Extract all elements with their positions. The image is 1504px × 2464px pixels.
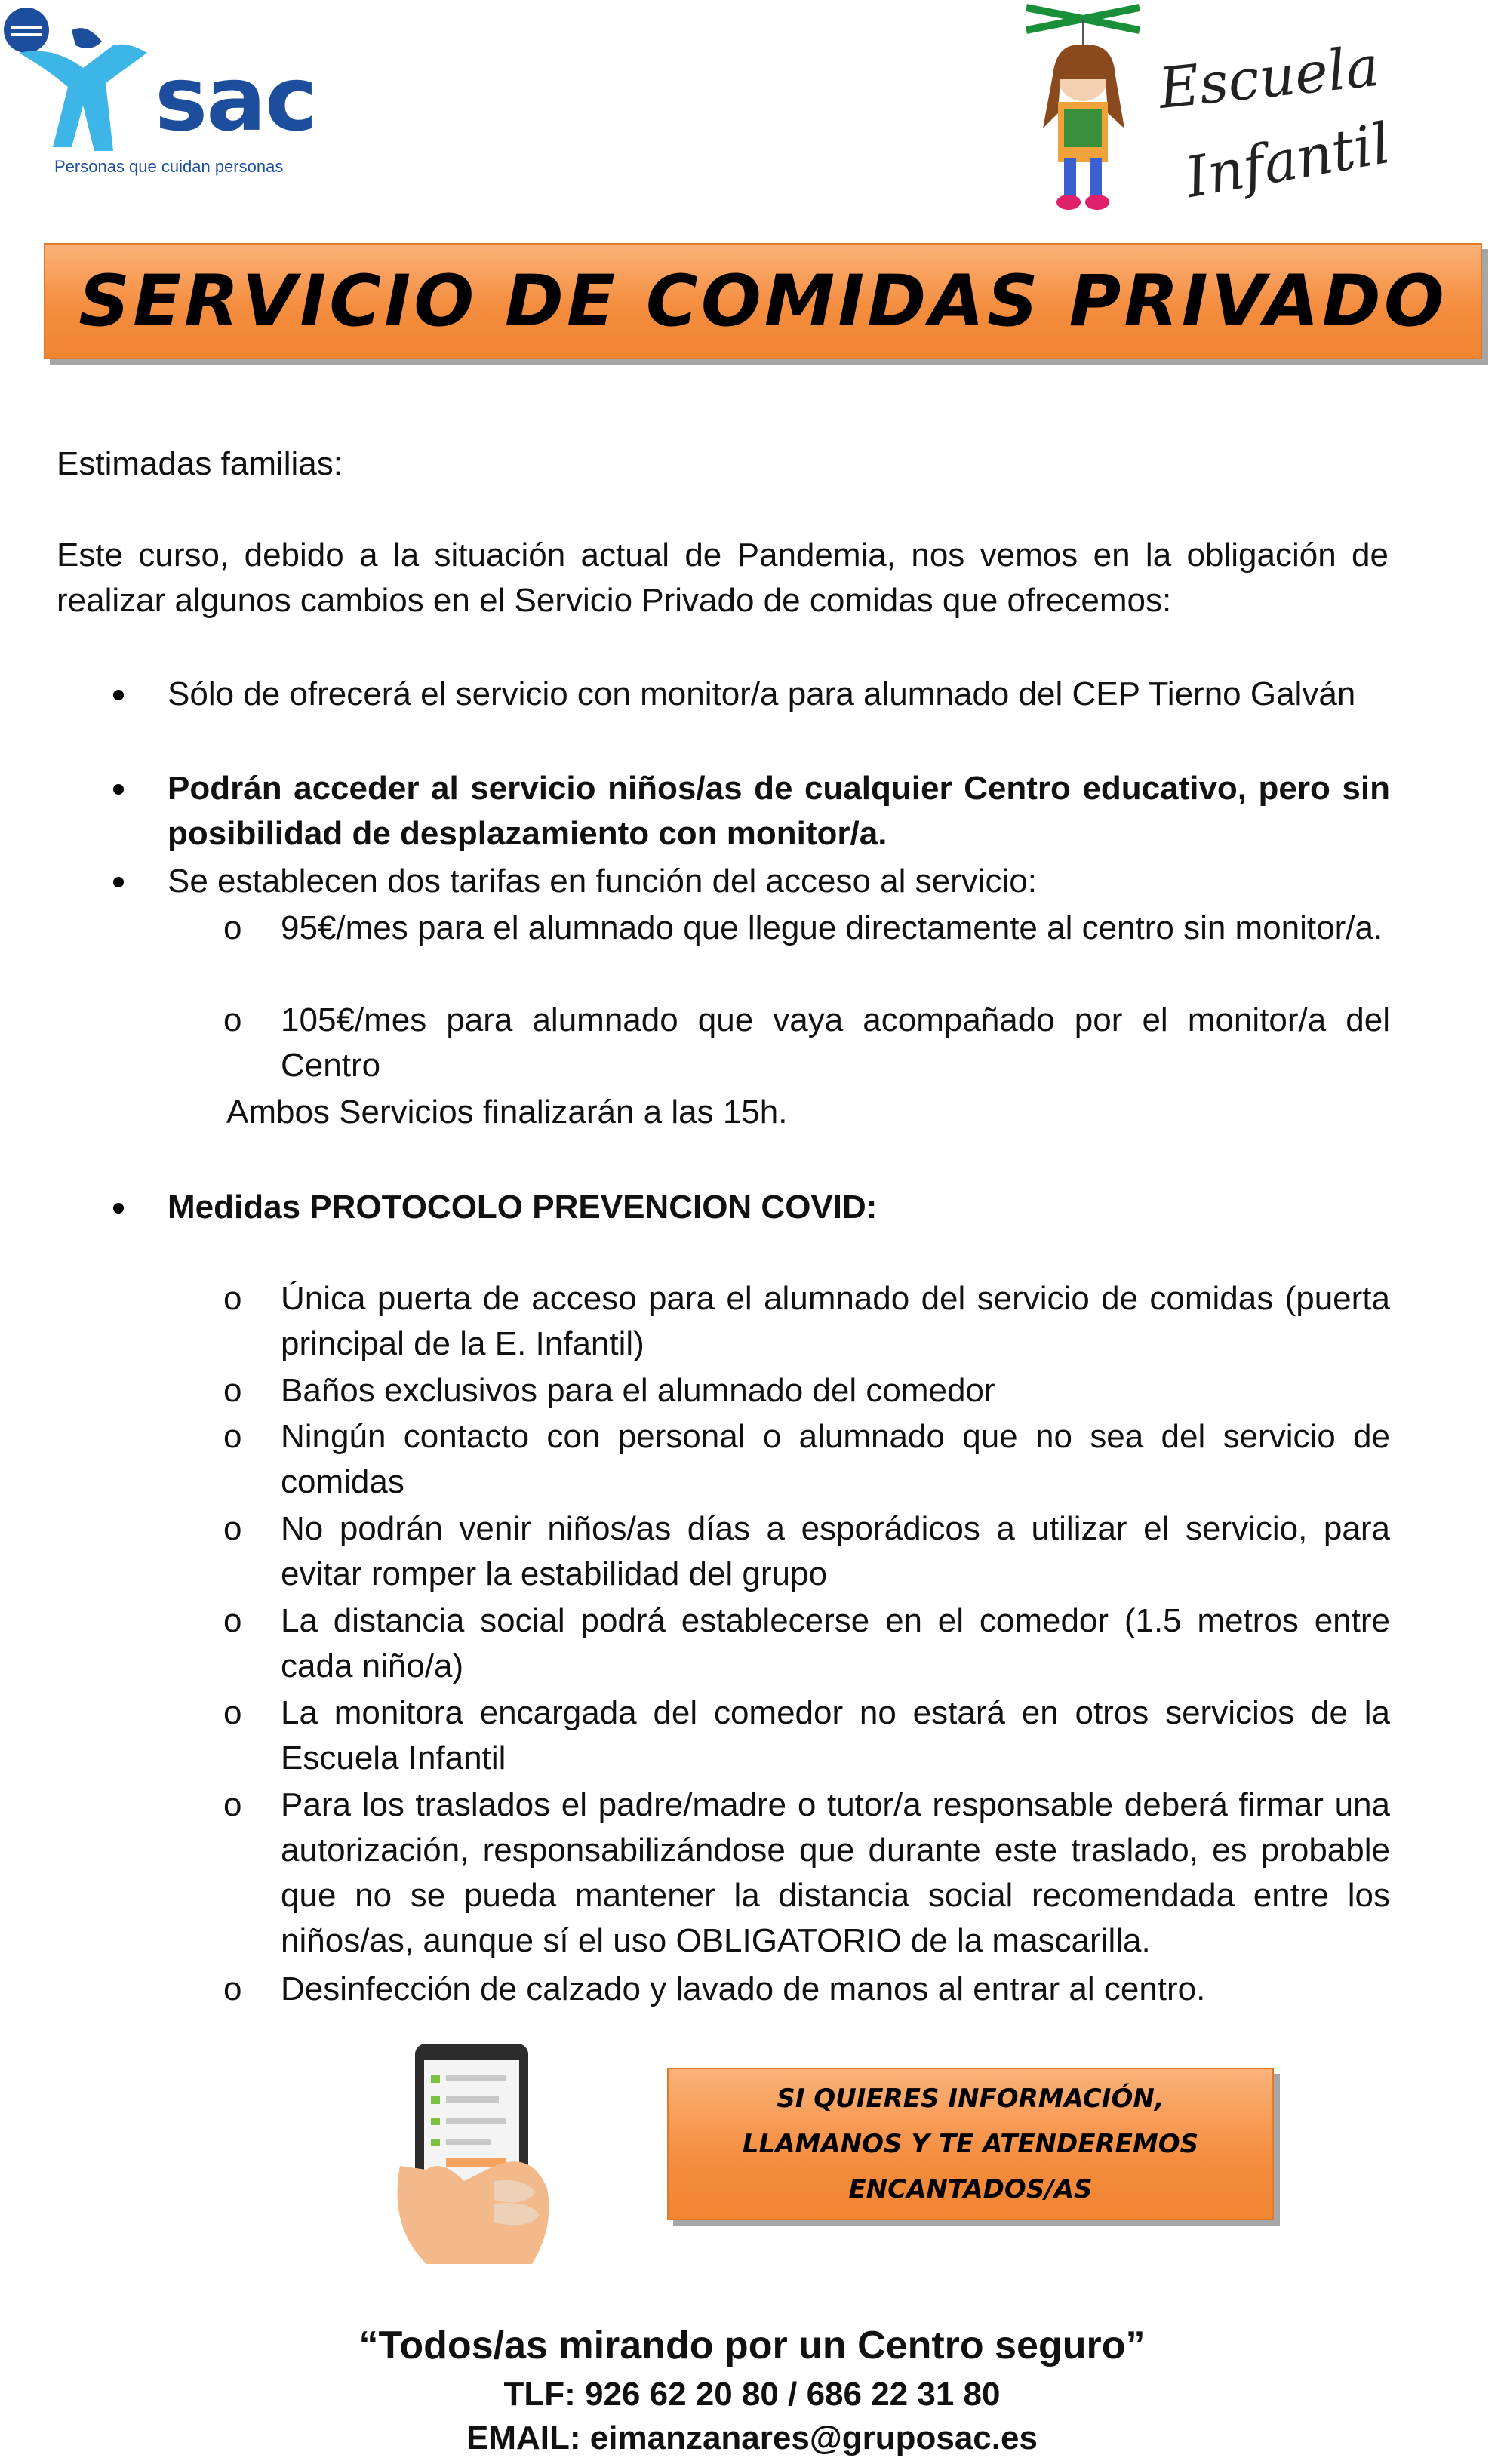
covid-item: Única puerta de acceso para el alumnado del servicio de comidas (puerta principal de la E. Infantil) bbox=[281, 1280, 1390, 1362]
phone-numbers: TLF: 926 62 20 80 / 686 22 31 80 bbox=[503, 2376, 1001, 2413]
list-item: Se establecen dos tarifas en función del acceso al servicio: bbox=[168, 863, 1037, 900]
title-banner bbox=[44, 243, 1482, 359]
page-title: SERVICIO DE COMIDAS PRIVADO bbox=[78, 260, 1447, 343]
sac-figure-icon bbox=[0, 0, 166, 166]
sub-marker: o bbox=[223, 1602, 242, 1639]
bullet-marker bbox=[113, 784, 124, 795]
list-item: Podrán acceder al servicio niños/as de cualquier Centro educativo, pero sin posibilidad de desplazamiento con monitor/a. bbox=[168, 770, 1390, 852]
sub-marker: o bbox=[223, 909, 242, 946]
sac-wordmark: sac bbox=[155, 47, 316, 151]
sub-marker: o bbox=[223, 1001, 242, 1038]
sub-marker: o bbox=[223, 1280, 242, 1317]
covid-item: Baños exclusivos para el alumnado del comedor bbox=[281, 1372, 995, 1409]
sub-marker: o bbox=[223, 1786, 242, 1823]
covid-heading: Medidas PROTOCOLO PREVENCION COVID: bbox=[168, 1189, 878, 1226]
info-line: SI QUIERES INFORMACIÓN, bbox=[777, 2084, 1164, 2114]
tarifa-item: 95€/mes para el alumnado que llegue directamente al centro sin monitor/a. bbox=[281, 909, 1383, 946]
sub-marker: o bbox=[223, 1970, 242, 2007]
covid-item: Desinfección de calzado y lavado de manos al entrar al centro. bbox=[281, 1970, 1206, 2007]
covid-item: La monitora encargada del comedor no estará en otros servicios de la Escuela Infantil bbox=[281, 1694, 1390, 1776]
tarifa-item: 105€/mes para alumnado que vaya acompañado por el monitor/a del Centro bbox=[281, 1001, 1390, 1084]
sac-tagline: Personas que cuidan personas bbox=[54, 157, 284, 176]
info-box bbox=[667, 2068, 1274, 2220]
greeting: Estimadas familias: bbox=[57, 445, 343, 482]
ambos-note: Ambos Servicios finalizarán a las 15h. bbox=[226, 1094, 788, 1130]
bullet-marker bbox=[113, 877, 124, 887]
puppet-icon bbox=[1011, 0, 1155, 226]
bullet-marker bbox=[113, 690, 124, 700]
sub-marker: o bbox=[223, 1694, 242, 1731]
info-line: ENCANTADOS/AS bbox=[848, 2174, 1093, 2204]
covid-item: La distancia social podrá establecerse en el comedor (1.5 metros entre cada niño/a) bbox=[281, 1602, 1390, 1684]
slogan: “Todos/as mirando por un Centro seguro” bbox=[358, 2324, 1146, 2367]
intro-paragraph: Este curso, debido a la situación actual de Pandemia, nos vemos en la obligación de realizar algunos cambios en el Servicio Privado de comidas que ofrecemos: bbox=[57, 537, 1389, 619]
covid-item: Para los traslados el padre/madre o tutor/a responsable deberá firmar una autorización, responsabilizándose que durante este traslado, es probable que no se pueda mantener la distancia social recomendada entre los niños/as, aunque sí el uso OBLIGATORIO de la mascarilla. bbox=[281, 1786, 1390, 1959]
infantil-label: Infantil bbox=[1180, 110, 1395, 211]
sac-logo bbox=[0, 0, 347, 196]
list-item: Sólo de ofrecerá el servicio con monitor/a para alumnado del CEP Tierno Galván bbox=[168, 675, 1356, 712]
covid-item: No podrán venir niños/as días a esporádicos a utilizar el servicio, para evitar romper la estabilidad del grupo bbox=[281, 1510, 1390, 1592]
email-address: EMAIL: eimanzanares@gruposac.es bbox=[466, 2419, 1038, 2456]
sub-marker: o bbox=[223, 1510, 242, 1547]
bullet-marker bbox=[113, 1203, 124, 1214]
sub-marker: o bbox=[223, 1418, 242, 1455]
escuela-label: Escuela bbox=[1155, 33, 1383, 122]
smartphone-icon bbox=[381, 2038, 577, 2268]
info-line: LLAMANOS Y TE ATENDEREMOS bbox=[742, 2129, 1199, 2159]
sub-marker: o bbox=[223, 1372, 242, 1409]
escuela-infantil-logo bbox=[1011, 0, 1395, 234]
covid-item: Ningún contacto con personal o alumnado que no sea del servicio de comidas bbox=[281, 1418, 1390, 1500]
